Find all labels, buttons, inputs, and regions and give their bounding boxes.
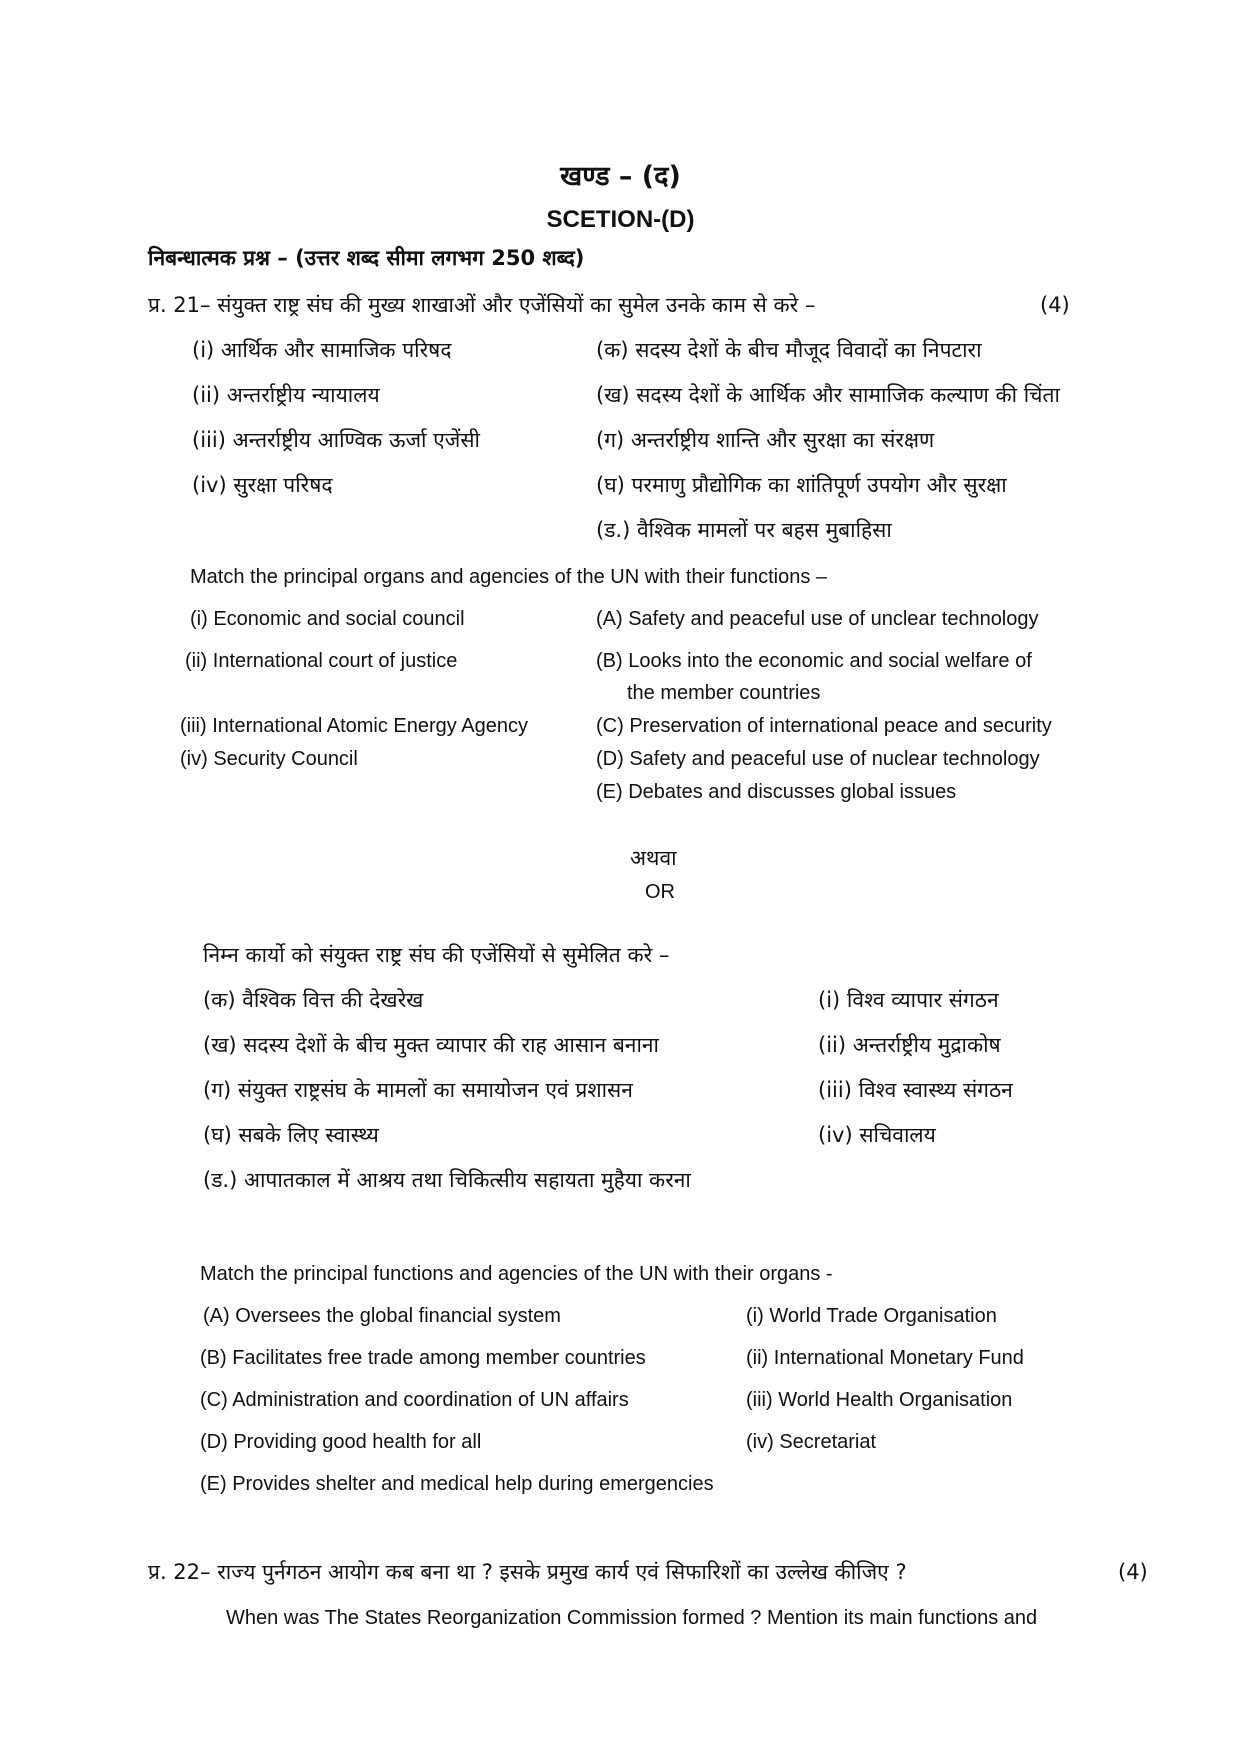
or-right-hindi-item: (i) विश्व व्यापार संगठन (818, 988, 999, 1012)
q21-right-hindi-item: (ग) अन्तर्राष्ट्रीय शान्ति और सुरक्षा का संरक्षण (596, 428, 935, 452)
q22-prompt-hindi: प्र. 22– राज्य पुर्नगठन आयोग कब बना था ? इसके प्रमुख कार्य एवं सिफारिशों का उल्लेख कीजिए ? (148, 1560, 907, 1584)
or-prompt-english: Match the principal functions and agencies of the UN with their organs - (200, 1263, 833, 1285)
q21-left-english-item: (i) Economic and social council (190, 608, 465, 630)
or-left-hindi-item: (ख) सदस्य देशों के बीच मुक्त व्यापार की राह आसान बनाना (203, 1033, 659, 1057)
q21-left-hindi-item: (ii) अन्तर्राष्ट्रीय न्यायालय (192, 383, 380, 407)
q21-right-english-item: (A) Safety and peaceful use of unclear technology (596, 608, 1039, 630)
q21-left-hindi-item: (i) आर्थिक और सामाजिक परिषद (192, 338, 452, 362)
q21-right-english-item: (C) Preservation of international peace and security (596, 715, 1052, 737)
q21-right-english-item: (D) Safety and peaceful use of nuclear technology (596, 748, 1040, 770)
or-right-english-item: (iv) Secretariat (746, 1431, 877, 1453)
section-title-hindi: खण्ड – (द) (560, 161, 681, 192)
section-title-english: SCETION-(D) (546, 206, 695, 233)
or-right-hindi-item: (iv) सचिवालय (818, 1123, 936, 1147)
q22-marks: (4) (1118, 1560, 1148, 1584)
q21-prompt-english: Match the principal organs and agencies of the UN with their functions – (190, 566, 828, 588)
q21-left-english-item: (ii) International court of justice (185, 650, 458, 672)
or-left-english-item: (D) Providing good health for all (200, 1431, 482, 1453)
or-left-hindi-item: (घ) सबके लिए स्वास्थ्य (203, 1123, 379, 1147)
or-right-english-item: (ii) International Monetary Fund (746, 1347, 1024, 1369)
q21-left-english-item: (iv) Security Council (180, 748, 358, 770)
q21-left-hindi-item: (iv) सुरक्षा परिषद (192, 473, 333, 497)
q21-right-hindi-item: (ड.) वैश्विक मामलों पर बहस मुबाहिसा (596, 518, 892, 542)
or-right-hindi-item: (iii) विश्व स्वास्थ्य संगठन (818, 1078, 1013, 1102)
q21-prompt-hindi: प्र. 21– संयुक्त राष्ट्र संघ की मुख्य शाखाओं और एजेंसियों का सुमेल उनके काम से करे – (148, 293, 816, 317)
or-right-english-item: (iii) World Health Organisation (746, 1389, 1013, 1411)
or-left-hindi-item: (ड.) आपातकाल में आश्रय तथा चिकित्सीय सहायता मुहैया करना (203, 1168, 691, 1192)
instruction-heading: निबन्धात्मक प्रश्न – (उत्तर शब्द सीमा लगभग 250 शब्द) (148, 246, 585, 270)
or-left-english-item: (E) Provides shelter and medical help during emergencies (200, 1473, 714, 1495)
or-divider-hindi: अथवा (630, 846, 677, 870)
q21-right-hindi-item: (ख) सदस्य देशों के आर्थिक और सामाजिक कल्याण की चिंता (596, 383, 1060, 407)
q21-right-english-item: the member countries (627, 682, 821, 704)
or-divider-english: OR (645, 881, 675, 903)
q21-right-hindi-item: (क) सदस्य देशों के बीच मौजूद विवादों का निपटारा (596, 338, 982, 362)
q21-left-english-item: (iii) International Atomic Energy Agency (180, 715, 528, 737)
or-prompt-hindi: निम्न कार्यो को संयुक्त राष्ट्र संघ की एजेंसियों से सुमेलित करे – (203, 943, 670, 967)
q21-right-english-item: (E) Debates and discusses global issues (596, 781, 957, 803)
or-left-english-item: (C) Administration and coordination of UN affairs (200, 1389, 629, 1411)
or-left-english-item: (B) Facilitates free trade among member countries (200, 1347, 646, 1369)
q21-left-hindi-item: (iii) अन्तर्राष्ट्रीय आण्विक ऊर्जा एजेंसी (192, 428, 480, 452)
or-left-english-item: (A) Oversees the global financial system (203, 1305, 561, 1327)
or-right-english-item: (i) World Trade Organisation (746, 1305, 997, 1327)
or-left-hindi-item: (ग) संयुक्त राष्ट्रसंघ के मामलों का समायोजन एवं प्रशासन (203, 1078, 633, 1102)
or-right-hindi-item: (ii) अन्तर्राष्ट्रीय मुद्राकोष (818, 1033, 1001, 1057)
q22-prompt-english: When was The States Reorganization Commission formed ? Mention its main functions and (226, 1607, 1038, 1629)
q21-marks: (4) (1040, 293, 1070, 317)
q21-right-english-item: (B) Looks into the economic and social welfare of (596, 650, 1032, 672)
q21-right-hindi-item: (घ) परमाणु प्रौद्योगिक का शांतिपूर्ण उपयोग और सुरक्षा (596, 473, 1007, 497)
or-left-hindi-item: (क) वैश्विक वित्त की देखरेख (203, 988, 424, 1012)
